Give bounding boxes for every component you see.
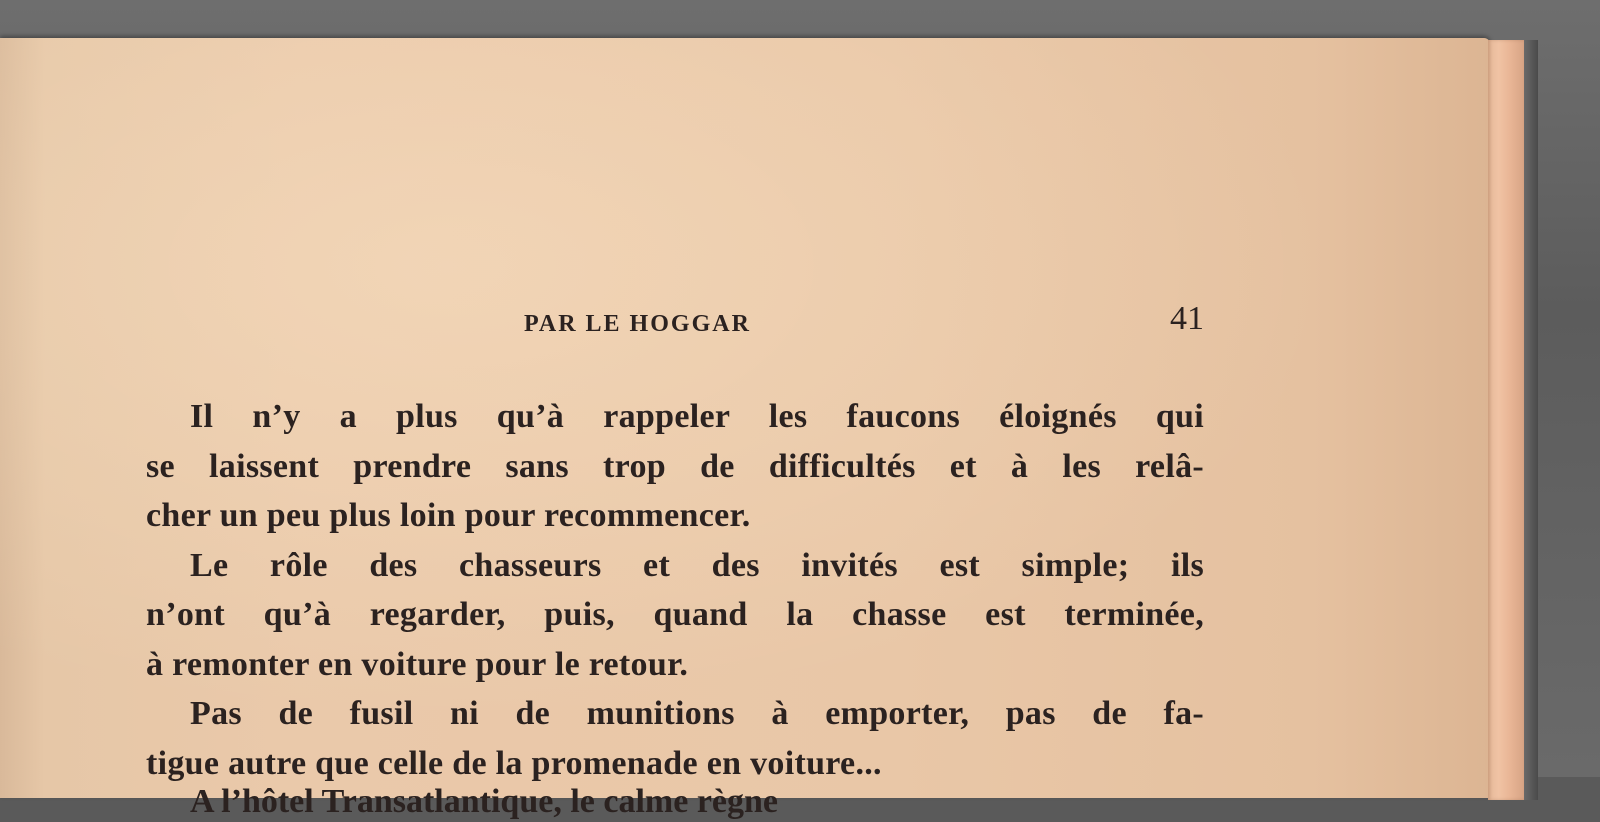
text-line: tigue autre que celle de la promenade en voiture... bbox=[146, 744, 882, 782]
cutoff-text-line: A l’hôtel Transatlantique, le calme règne bbox=[190, 783, 779, 820]
body-text bbox=[146, 392, 1204, 788]
text-line: Pas de fusil ni de munitions à emporter, pas de fa- bbox=[190, 695, 1204, 732]
text-line: Il n’y a plus qu’à rappeler les faucons éloignés qui bbox=[190, 398, 1204, 435]
text-line: à remonter en voiture pour le retour. bbox=[146, 645, 689, 683]
text-line: se laissent prendre sans trop de difficultés et à les relâ- bbox=[146, 447, 1204, 485]
running-head bbox=[146, 300, 1204, 343]
running-title: PAR LE HOGGAR bbox=[524, 311, 751, 337]
book-page bbox=[0, 38, 1490, 820]
text-line: n’ont qu’à regarder, puis, quand la chasse est terminée, bbox=[146, 596, 1204, 633]
page-stack-edge bbox=[1488, 40, 1524, 800]
page-number: 41 bbox=[1170, 300, 1204, 337]
text-line: Le rôle des chasseurs et des invités est simple; ils bbox=[190, 546, 1204, 584]
text-line: cher un peu plus loin pour recommencer. bbox=[146, 497, 751, 534]
